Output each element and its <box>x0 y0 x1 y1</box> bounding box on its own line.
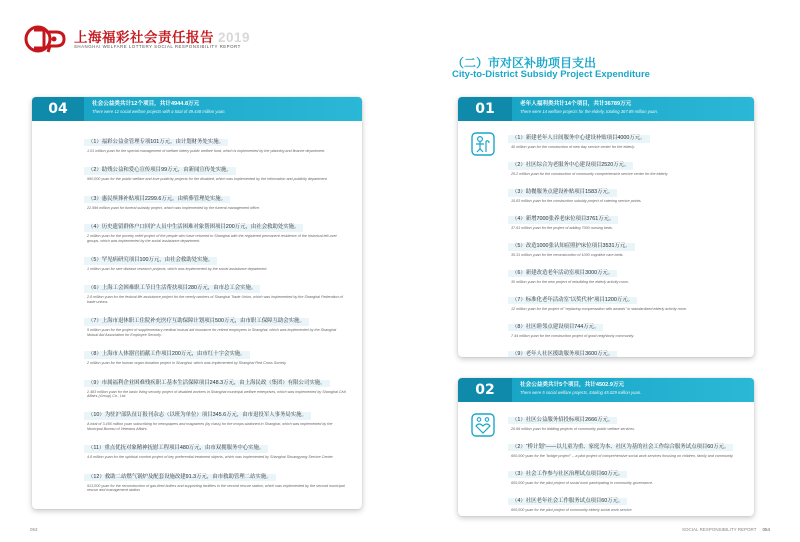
page-footer-right <box>682 527 770 532</box>
community-service-icon <box>470 412 496 438</box>
section-title-en: City-to-District Subsidy Project Expenditure <box>452 69 650 80</box>
card-summary <box>512 378 754 402</box>
list-item: （9）市属福利企业困难残疾职工基本生活保障项目248.3万元，由上海民政（集团）有限公司实施。 2.483 million yuan for the basic living security project of disabled workers in Shanghai municipal welfare enterprises, which was implemented by Shanghai Civil Affairs (Group) Co., Ltd. <box>84 371 350 399</box>
list-item: （1）社区公益服务招投标项目2666万元。 26.66 million yuan for bidding projects of community public welfare services. <box>508 408 744 432</box>
card-body <box>458 402 754 516</box>
list-item: （8）社区睦邻点建设项目744万元。 7.44 million yuan for the construction project of good neighborly community. <box>508 315 744 339</box>
summary-cn: 老年人福利类共计14个项目，共计36789万元 <box>520 101 632 107</box>
list-item: （8）上海市人体器官捐献工作项目200万元，由市红十字会实施。 2 million yuan for the human organ donation project in Shanghai, which was implemented by Shanghai Red Cross Society. <box>84 342 350 366</box>
card-header <box>32 97 362 121</box>
list-item: （11）重点优抚对象精神抚慰工程项目480万元，由市双拥服务中心实施。 4.8 million yuan for the spiritual comfort project of key preferential treatment objects, which was implemented by Shanghai Shuangyong Service Center. <box>84 436 350 460</box>
card-elderly-welfare-01 <box>458 97 754 357</box>
list-item: （2）助残公益和爱心宣传项目99万元，由新闻宣传处实施。 990,000 yuan for the public welfare and love publicity projects for the disabled, which was implemented by the information and publicity department. <box>84 158 350 182</box>
summary-en: There were 14 welfare projects for the elderly, totaling 367.89 million yuan. <box>520 109 658 114</box>
brand-subtitle: SHANGHAI WELFARE LOTTERY SOCIAL RESPONSIBILITY REPORT <box>74 44 241 49</box>
list-item: （2）“桥计划”——以儿童为重、家庭为本、社区为基的社会工作综合服务试点项目60万元。 600,000 yuan for the "bridge project" -- a pilot project of comprehensive social work services focusing on children, family and community. <box>508 435 744 459</box>
card-social-welfare-02 <box>458 378 754 516</box>
list-item: （5）罕见病研究项目100万元，由社会救助处实施。 1 million yuan for rare disease research projects, which was implemented by the social assistance department. <box>84 248 350 272</box>
welfare-lottery-logo-icon <box>24 24 68 54</box>
card-number: 02 <box>458 378 512 402</box>
brand-title: 上海福彩社会责任报告 2019 <box>74 30 251 45</box>
list-item: （9）老年人社区援助服务项目3600万元。 <box>508 342 744 357</box>
summary-cn: 社会公益类共计12个项目，共计4944.8万元 <box>92 101 200 107</box>
list-item: （4）社区老年社会工作服务试点项目60万元。 600,000 yuan for the pilot project of community elderly social work service. <box>508 489 744 513</box>
page-number-left: 053 <box>30 527 38 532</box>
card-header <box>458 378 754 402</box>
card-header <box>458 97 754 121</box>
footer-label: SOCIAL RESPONSIBILITY REPORT <box>682 527 757 532</box>
card-summary <box>84 97 362 121</box>
list-item: （6）新建改造老年活动室项目3000万元。 30 million yuan for the new project of rebuilding the elderly activity room. <box>508 261 744 285</box>
list-item: （7）上海市退休职工住院补充医疗互助保障计划项目500万元，由市职工保障互助会实施。 5 million yuan for the project of supplementary medical mutual aid insurance for retired employees in Shanghai, which was implemented by the Shanghai Mutual Aid Association for Employee Security. <box>84 309 350 337</box>
list-item: （6）上海工会困难职工节日生活帮扶项目280万元，由市总工会实施。 2.8 million yuan for the festival life assistance project for the needy workers of Shanghai Trade Union, which was implemented by the Shanghai Federation of trade unions. <box>84 276 350 304</box>
brand-year: 2019 <box>218 30 251 45</box>
summary-cn: 社会公益类共计5个项目，共计4502.9万元 <box>520 382 625 388</box>
list-item: （7）标准化老年活动室“以奖代补”项目1200万元。 12 million yuan for the project of "replacing compensation with awards" in standardized elderly activity room. <box>508 288 744 312</box>
list-item: （5）改造1000张认知症照护床位项目3531万元。 35.31 million yuan for the reconstruction of 1000 cognitive care beds. <box>508 234 744 258</box>
elderly-care-icon <box>470 131 496 157</box>
card-body <box>458 121 754 357</box>
list-item: （4）新增7000张养老床位项目3761万元。 37.61 million yuan for the project of adding 7000 nursing beds. <box>508 207 744 231</box>
list-item: （3）社会工作参与社区治理试点项目60万元。 600,000 yuan for the pilot project of social work participating in community governance. <box>508 462 744 486</box>
list-item: （1）福彩公益金管理专项101万元，由计划财务处实施。 1.01 million yuan for the special management of welfare lottery public welfare fund, which is implemented by the planning and finance department. <box>84 130 350 154</box>
section-title: （二）市对区补助项目支出 <box>452 56 597 70</box>
list-item: （3）助餐服务点建设补贴项目1583万元。 15.83 million yuan for the construction subsidy project of catering service points. <box>508 180 744 204</box>
list-item: （2）社区综合为老服务中心建设项目2520万元。 25.2 million yuan for the construction of community comprehensive service center for the elderly. <box>508 153 744 177</box>
list-item: （1）新建老年人日间服务中心建设补贴项目4000万元。 40 million yuan for the construction of new day service center for the elderly. <box>508 126 744 150</box>
card-number: 04 <box>32 97 84 121</box>
card-summary <box>512 97 754 121</box>
card-social-welfare-04 <box>32 97 362 509</box>
page-number-right: 054 <box>762 527 770 532</box>
list-item: （4）历史遗留群体户口回沪人员中生活困难对象帮困项目200万元，由社会救助处实施。 2 million yuan for the poverty relief project of the people who have returned to Shanghai with the registered permanent residence of the historical left-over groups, which was implemented by the social assistance department. <box>84 215 350 243</box>
summary-en: There were 12 social welfare projects with a total of 49.448 million yuan. <box>92 109 226 114</box>
list-item: （10）为驻沪部队征订报刊杂志（以班为单位）项目345.6万元，由市退役军人事务局实施。 A total of 3.456 million yuan subscribing for newspapers and magazines (by class) for the troops stationed in Shanghai, which was implemented by the Municipal Bureau of Veterans Affairs. <box>84 403 350 431</box>
card-number: 01 <box>458 97 512 121</box>
list-item: （3）惠民殡葬补贴项目2299.6万元，由殡葬管理处实施。 22.996 million yuan for funeral subsidy project, which was implemented by the funeral management office. <box>84 187 350 211</box>
card-body <box>32 121 362 493</box>
list-item: （12）救助二站燃气锅炉及配套设施改建91.3万元，由市救助管理二站实施。 913,000 yuan for the reconstruction of gas-fired boilers and supporting facilities in the second rescue station, which was implemented by the second municipal rescue and management station. <box>84 465 350 493</box>
summary-en: There were 5 social welfare projects, totaling 45.029 million yuan. <box>520 390 642 395</box>
